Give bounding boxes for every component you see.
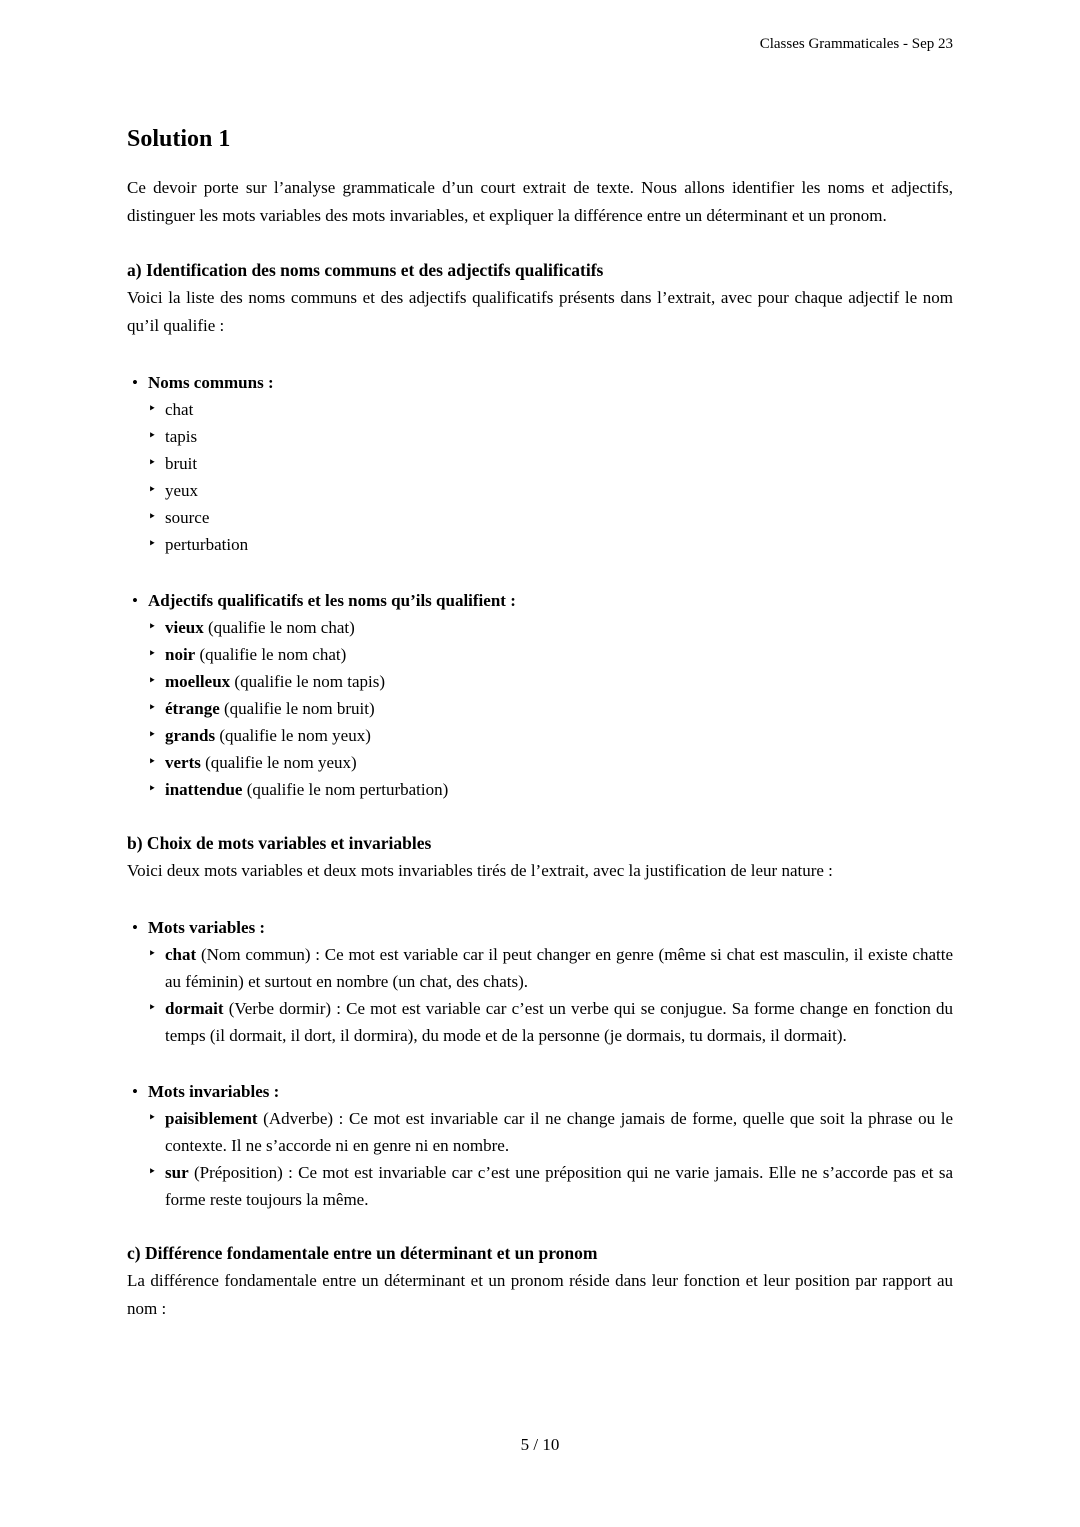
term: vieux [165,618,204,637]
list-item-text: tapis [165,427,198,446]
triangle-bullet-icon: ‣ [148,429,157,444]
list-item-text [165,722,953,749]
section-a-lead: Voici la liste des noms communs et des adjectifs qualificatifs présents dans l’extrait, avec pour chaque adjectif le nom qu’il qualifie : [127,288,953,335]
list-item [127,749,953,776]
term: inattendue [165,780,243,799]
term-detail: (qualifie le nom chat) [195,645,347,664]
list-item-text [165,614,953,641]
triangle-bullet-icon: ‣ [148,755,157,770]
term: dormait [165,999,224,1018]
list-item-text [165,995,953,1049]
list-item [127,1078,953,1105]
triangle-bullet-icon: ‣ [148,1165,157,1180]
list-item-text: chat [165,400,194,419]
list-item-text [165,668,953,695]
page-number: 5 / 10 [520,1435,560,1454]
triangle-bullet-icon: ‣ [148,402,157,417]
list-item [127,776,953,803]
list-item [127,668,953,695]
list-group-label: Adjectifs qualificatifs et les noms qu’ils qualifient : [148,591,516,610]
nouns-list-group [127,369,953,558]
list-item [127,941,953,995]
triangle-bullet-icon: ‣ [148,674,157,689]
list-item-text [165,1159,953,1213]
variable-words-list-group [127,914,953,1049]
list-item [127,396,953,423]
term-detail: (qualifie le nom yeux) [215,726,371,745]
term: noir [165,645,196,664]
list-item [127,1105,953,1159]
triangle-bullet-icon: ‣ [148,701,157,716]
list-item-text [165,776,953,803]
list-item [127,531,953,558]
term-detail: (qualifie le nom chat) [203,618,355,637]
section-b-heading: b) Choix de mots variables et invariables [127,833,432,853]
list-item [127,995,953,1049]
list-item [127,504,953,531]
list-item-text: perturbation [165,535,249,554]
list-item [127,369,953,396]
list-item-text: source [165,508,210,527]
triangle-bullet-icon: ‣ [148,1001,157,1016]
list-item-text [165,695,953,722]
term: paisiblement [165,1109,258,1128]
term-detail: (Verbe dormir) : Ce mot est variable car c’est un verbe qui se conjugue. Sa forme change en fonction du temps (il dormait, il dort, il dormira), du mode et de la personne (je dormais, tu dormais, il dormait). [165,999,953,1045]
running-header: Classes Grammaticales - Sep 23 [759,36,953,52]
triangle-bullet-icon: ‣ [148,537,157,552]
term-detail: (Préposition) : Ce mot est invariable car c’est une préposition qui ne varie jamais. Elle ne s’accorde pas et sa forme reste toujours la même. [165,1163,953,1209]
bullet-icon: • [132,1082,138,1101]
list-item [127,641,953,668]
list-item [127,914,953,941]
term: sur [165,1163,189,1182]
list-item-text: yeux [165,481,199,500]
invariable-words-list-group [127,1078,953,1213]
list-item-text [165,941,953,995]
list-item [127,587,953,614]
list-item-text [165,1105,953,1159]
term-detail: (qualifie le nom tapis) [230,672,385,691]
list-group-label: Mots invariables : [148,1082,280,1101]
term: chat [165,945,197,964]
list-item [127,450,953,477]
term: moelleux [165,672,231,691]
adjectives-list-group [127,587,953,803]
term: étrange [165,699,220,718]
term: verts [165,753,201,772]
list-group-label: Mots variables : [148,918,266,937]
list-item [127,477,953,504]
list-item-text [165,641,953,668]
section-c-lead: La différence fondamentale entre un déterminant et un pronom réside dans leur fonction et leur position par rapport au nom : [127,1271,953,1318]
bullet-icon: • [132,591,138,610]
list-item-text [165,749,953,776]
triangle-bullet-icon: ‣ [148,1111,157,1126]
bullet-icon: • [132,373,138,392]
triangle-bullet-icon: ‣ [148,782,157,797]
list-item [127,722,953,749]
bullet-icon: • [132,918,138,937]
term-detail: (qualifie le nom yeux) [200,753,357,772]
list-item [127,423,953,450]
term-detail: (Adverbe) : Ce mot est invariable car il ne change jamais de forme, quelle que soit la phrase ou le contexte. Il ne s’accorde ni en genre ni en nombre. [165,1109,953,1155]
triangle-bullet-icon: ‣ [148,456,157,471]
triangle-bullet-icon: ‣ [148,947,157,962]
list-item [127,695,953,722]
term-detail: (Nom commun) : Ce mot est variable car il peut changer en genre (même si chat est masculin, il existe chatte au féminin) et surtout en nombre (un chat, des chats). [165,945,953,991]
triangle-bullet-icon: ‣ [148,647,157,662]
term-detail: (qualifie le nom perturbation) [242,780,449,799]
list-item-text: bruit [165,454,198,473]
section-c-heading: c) Différence fondamentale entre un déterminant et un pronom [127,1243,598,1263]
list-item [127,1159,953,1213]
triangle-bullet-icon: ‣ [148,728,157,743]
section-a-heading: a) Identification des noms communs et des adjectifs qualificatifs [127,260,604,280]
page-content [127,0,953,1323]
triangle-bullet-icon: ‣ [148,483,157,498]
page-title: Solution 1 [127,126,231,152]
list-item [127,614,953,641]
intro-paragraph: Ce devoir porte sur l’analyse grammaticale d’un court extrait de texte. Nous allons identifier les noms et adjectifs, distinguer les mots variables des mots invariables, et expliquer la différence entre un déterminant et un pronom. [127,178,953,225]
triangle-bullet-icon: ‣ [148,510,157,525]
section-b-lead: Voici deux mots variables et deux mots invariables tirés de l’extrait, avec la justification de leur nature : [127,861,833,880]
term-detail: (qualifie le nom bruit) [219,699,375,718]
triangle-bullet-icon: ‣ [148,620,157,635]
term: grands [165,726,216,745]
list-group-label: Noms communs : [148,373,274,392]
